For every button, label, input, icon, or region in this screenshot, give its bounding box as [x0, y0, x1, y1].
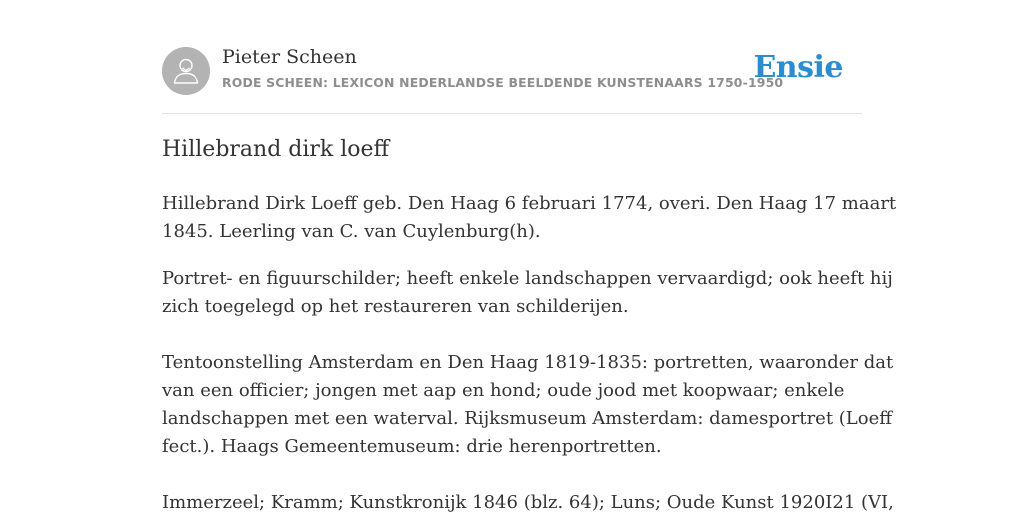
- article-paragraph: [162, 190, 897, 246]
- ensie-logo[interactable]: Ensie: [753, 50, 843, 85]
- source-publication[interactable]: RODE SCHEEN: LEXICON NEDERLANDSE BEELDENDE KUNSTENAARS 1750-1950: [222, 75, 784, 90]
- header-divider: [162, 113, 862, 114]
- article-paragraph: [162, 265, 893, 321]
- author-name[interactable]: Pieter Scheen: [222, 46, 357, 68]
- article-header: [162, 46, 862, 96]
- paragraph-line: Hillebrand Dirk Loeff geb. Den Haag 6 februari 1774, overi. Den Haag 17 maart: [162, 193, 897, 214]
- paragraph-line: Portret- en figuurschilder; heeft enkele landschappen vervaardigd; ook heeft hij: [162, 268, 893, 289]
- paragraph-line: fect.). Haags Gemeentemuseum: drie herenportretten.: [162, 436, 662, 457]
- paragraph-line: landschappen met een waterval. Rijksmuseum Amsterdam: damesportret (Loeff: [162, 408, 893, 429]
- article-body: [162, 190, 897, 512]
- paragraph-line: 1845. Leerling van C. van Cuylenburg(h).: [162, 221, 541, 242]
- article-title: Hillebrand dirk loeff: [162, 137, 390, 162]
- article-paragraph: [162, 349, 894, 461]
- user-avatar-icon[interactable]: [162, 47, 210, 95]
- paragraph-line: van een officier; jongen met aap en hond; oude jood met koopwaar; enkele: [162, 380, 845, 401]
- paragraph-line: Immerzeel; Kramm; Kunstkronijk 1846 (blz. 64); Luns; Oude Kunst 1920I21 (VI,: [162, 492, 894, 512]
- article-paragraph: [162, 489, 894, 512]
- paragraph-spacer: [162, 461, 862, 489]
- paragraph-spacer: [162, 321, 862, 349]
- paragraph-line: Tentoonstelling Amsterdam en Den Haag 1819-1835: portretten, waaronder dat: [162, 352, 894, 373]
- paragraph-line: zich toegelegd op het restaureren van schilderijen.: [162, 296, 629, 317]
